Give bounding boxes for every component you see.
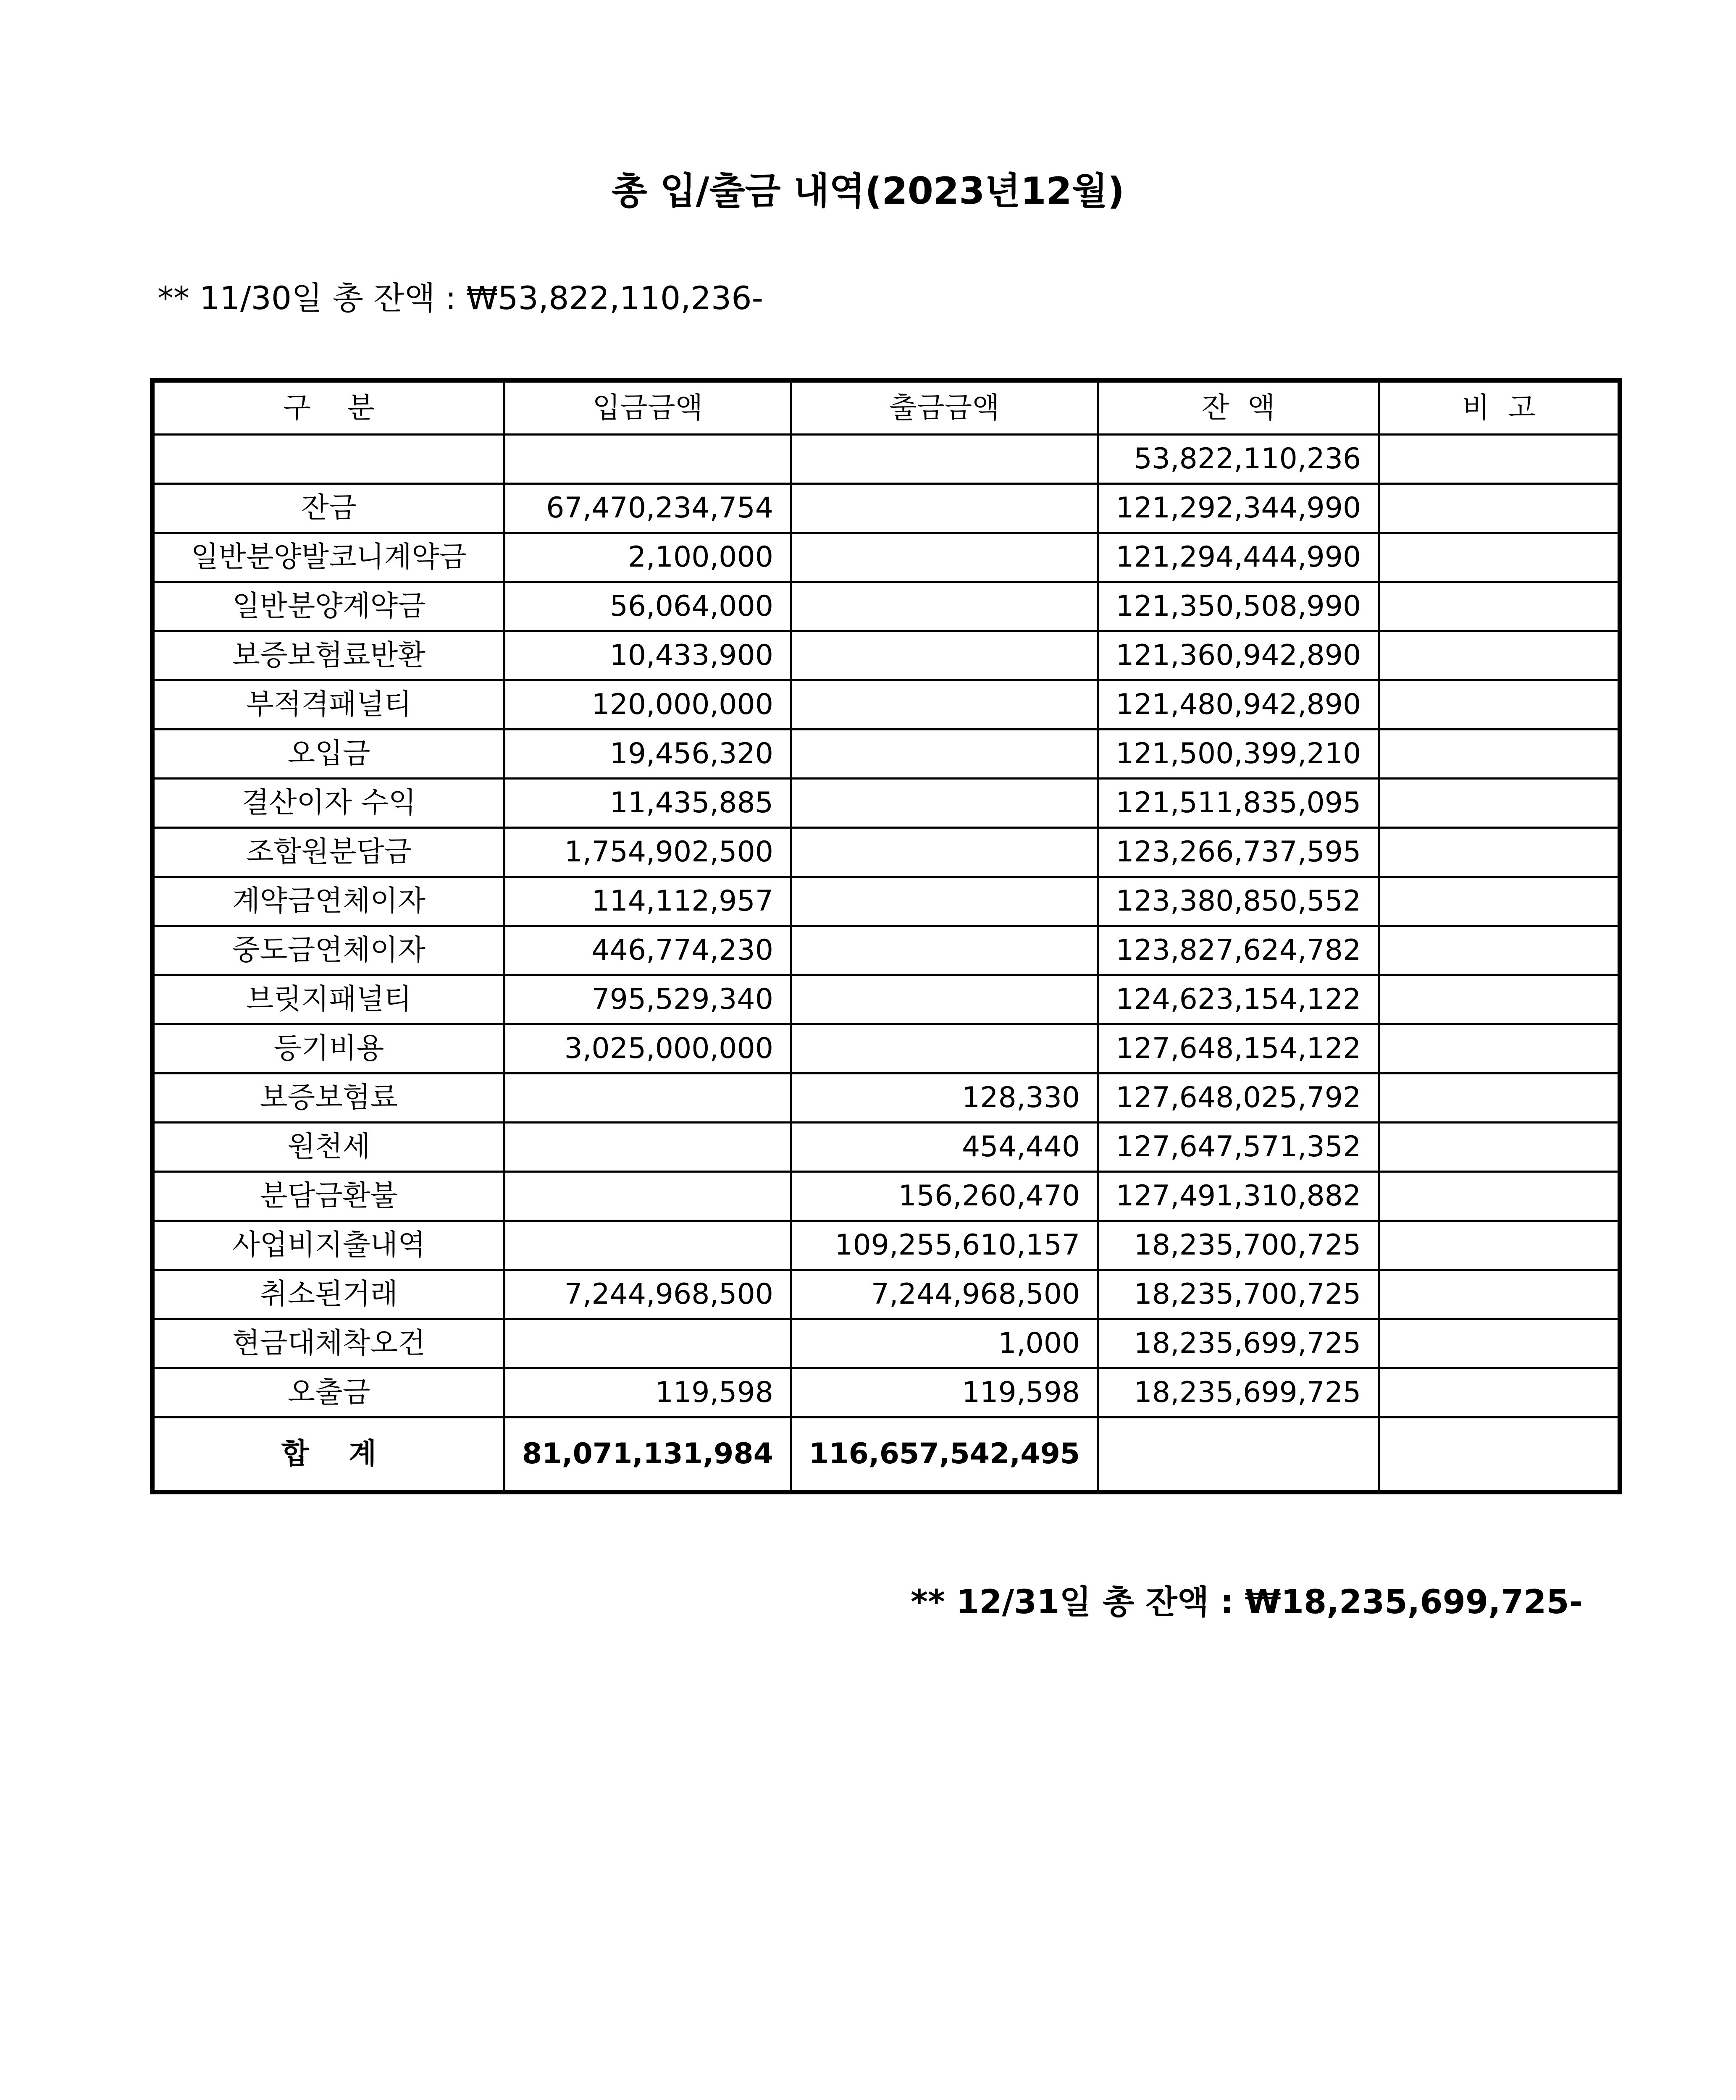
cell-note <box>1379 975 1620 1024</box>
table-row <box>152 680 1620 730</box>
cell-note <box>1379 828 1620 877</box>
cell-balance: 121,360,942,890 <box>1098 631 1379 680</box>
cell-category: 계약금연체이자 <box>152 877 504 926</box>
cell-category: 사업비지출내역 <box>152 1221 504 1270</box>
cell-category: 오출금 <box>152 1368 504 1418</box>
cell-withdrawal <box>791 877 1098 926</box>
table-row <box>152 1074 1620 1123</box>
cell-balance: 121,294,444,990 <box>1098 533 1379 582</box>
cell-note <box>1379 779 1620 828</box>
cell-balance: 18,235,699,725 <box>1098 1368 1379 1418</box>
cell-withdrawal <box>791 435 1098 484</box>
cell-category: 중도금연체이자 <box>152 926 504 975</box>
header-category: 구 분 <box>152 381 504 435</box>
ledger-table <box>150 378 1622 1494</box>
cell-balance: 121,480,942,890 <box>1098 680 1379 730</box>
cell-deposit <box>504 1319 791 1368</box>
cell-category: 일반분양발코니계약금 <box>152 533 504 582</box>
cell-deposit <box>504 1172 791 1221</box>
opening-balance: ** 11/30일 총 잔액 : ₩53,822,110,236- <box>158 279 764 317</box>
table-row <box>152 926 1620 975</box>
table-row <box>152 484 1620 533</box>
cell-withdrawal: 119,598 <box>791 1368 1098 1418</box>
table-row <box>152 631 1620 680</box>
total-cell-balance <box>1098 1418 1379 1492</box>
table-row <box>152 1270 1620 1319</box>
cell-category: 등기비용 <box>152 1024 504 1074</box>
cell-deposit: 446,774,230 <box>504 926 791 975</box>
cell-deposit <box>504 1074 791 1123</box>
table-row <box>152 435 1620 484</box>
cell-withdrawal <box>791 533 1098 582</box>
page-title: 총 입/출금 내역(2023년12월) <box>611 169 1125 213</box>
cell-balance: 121,350,508,990 <box>1098 582 1379 631</box>
cell-note <box>1379 1270 1620 1319</box>
cell-withdrawal <box>791 582 1098 631</box>
cell-withdrawal <box>791 730 1098 779</box>
header-deposit: 입금금액 <box>504 381 791 435</box>
cell-deposit <box>504 1123 791 1172</box>
cell-deposit: 19,456,320 <box>504 730 791 779</box>
header-withdrawal: 출금금액 <box>791 381 1098 435</box>
cell-balance: 121,500,399,210 <box>1098 730 1379 779</box>
ledger-body <box>152 435 1620 1492</box>
cell-deposit: 2,100,000 <box>504 533 791 582</box>
cell-deposit <box>504 435 791 484</box>
table-row <box>152 1123 1620 1172</box>
cell-deposit: 1,754,902,500 <box>504 828 791 877</box>
table-row <box>152 1319 1620 1368</box>
header-balance: 잔 액 <box>1098 381 1379 435</box>
table-row <box>152 975 1620 1024</box>
cell-balance: 18,235,699,725 <box>1098 1319 1379 1368</box>
cell-balance: 18,235,700,725 <box>1098 1270 1379 1319</box>
cell-deposit: 7,244,968,500 <box>504 1270 791 1319</box>
cell-balance: 121,511,835,095 <box>1098 779 1379 828</box>
table-row <box>152 877 1620 926</box>
cell-balance: 123,827,624,782 <box>1098 926 1379 975</box>
cell-note <box>1379 631 1620 680</box>
cell-category: 오입금 <box>152 730 504 779</box>
cell-note <box>1379 1221 1620 1270</box>
cell-deposit: 119,598 <box>504 1368 791 1418</box>
cell-category: 분담금환불 <box>152 1172 504 1221</box>
cell-note <box>1379 1123 1620 1172</box>
cell-note <box>1379 1368 1620 1418</box>
table-row <box>152 1368 1620 1418</box>
cell-category: 조합원분담금 <box>152 828 504 877</box>
table-row <box>152 1024 1620 1074</box>
cell-balance: 121,292,344,990 <box>1098 484 1379 533</box>
cell-withdrawal: 454,440 <box>791 1123 1098 1172</box>
cell-balance: 127,491,310,882 <box>1098 1172 1379 1221</box>
cell-balance: 127,648,025,792 <box>1098 1074 1379 1123</box>
cell-withdrawal <box>791 484 1098 533</box>
total-cell-withdrawal: 116,657,542,495 <box>791 1418 1098 1492</box>
cell-deposit: 56,064,000 <box>504 582 791 631</box>
total-row <box>152 1418 1620 1492</box>
table-row <box>152 533 1620 582</box>
cell-note <box>1379 926 1620 975</box>
cell-balance: 123,380,850,552 <box>1098 877 1379 926</box>
cell-note <box>1379 1024 1620 1074</box>
closing-balance: ** 12/31일 총 잔액 : ₩18,235,699,725- <box>911 1583 1583 1621</box>
cell-deposit: 11,435,885 <box>504 779 791 828</box>
cell-category: 현금대체착오건 <box>152 1319 504 1368</box>
table-row <box>152 582 1620 631</box>
cell-deposit: 114,112,957 <box>504 877 791 926</box>
cell-category: 부적격패널티 <box>152 680 504 730</box>
cell-balance: 53,822,110,236 <box>1098 435 1379 484</box>
cell-deposit: 120,000,000 <box>504 680 791 730</box>
cell-note <box>1379 435 1620 484</box>
cell-note <box>1379 484 1620 533</box>
table-row <box>152 779 1620 828</box>
cell-category: 브릿지패널티 <box>152 975 504 1024</box>
cell-deposit: 67,470,234,754 <box>504 484 791 533</box>
cell-deposit: 10,433,900 <box>504 631 791 680</box>
total-cell-note <box>1379 1418 1620 1492</box>
cell-category: 보증보험료 <box>152 1074 504 1123</box>
cell-withdrawal <box>791 828 1098 877</box>
cell-withdrawal <box>791 926 1098 975</box>
cell-note <box>1379 1172 1620 1221</box>
cell-balance: 123,266,737,595 <box>1098 828 1379 877</box>
cell-withdrawal: 1,000 <box>791 1319 1098 1368</box>
cell-note <box>1379 582 1620 631</box>
header-note: 비 고 <box>1379 381 1620 435</box>
cell-category: 일반분양계약금 <box>152 582 504 631</box>
table-row <box>152 730 1620 779</box>
table-row <box>152 1172 1620 1221</box>
cell-category: 원천세 <box>152 1123 504 1172</box>
cell-withdrawal <box>791 975 1098 1024</box>
cell-withdrawal: 156,260,470 <box>791 1172 1098 1221</box>
cell-balance: 124,623,154,122 <box>1098 975 1379 1024</box>
cell-balance: 127,647,571,352 <box>1098 1123 1379 1172</box>
table-row <box>152 828 1620 877</box>
cell-note <box>1379 680 1620 730</box>
total-cell-category: 합 계 <box>152 1418 504 1492</box>
cell-category <box>152 435 504 484</box>
cell-balance: 18,235,700,725 <box>1098 1221 1379 1270</box>
table-header-row <box>152 381 1620 435</box>
cell-category: 결산이자 수익 <box>152 779 504 828</box>
cell-deposit: 3,025,000,000 <box>504 1024 791 1074</box>
cell-note <box>1379 1074 1620 1123</box>
cell-note <box>1379 877 1620 926</box>
cell-withdrawal <box>791 680 1098 730</box>
cell-balance: 127,648,154,122 <box>1098 1024 1379 1074</box>
cell-note <box>1379 1319 1620 1368</box>
cell-category: 취소된거래 <box>152 1270 504 1319</box>
cell-withdrawal: 7,244,968,500 <box>791 1270 1098 1319</box>
cell-withdrawal <box>791 1024 1098 1074</box>
cell-note <box>1379 730 1620 779</box>
total-cell-deposit: 81,071,131,984 <box>504 1418 791 1492</box>
cell-deposit: 795,529,340 <box>504 975 791 1024</box>
cell-note <box>1379 533 1620 582</box>
cell-deposit <box>504 1221 791 1270</box>
cell-withdrawal <box>791 779 1098 828</box>
cell-category: 잔금 <box>152 484 504 533</box>
cell-category: 보증보험료반환 <box>152 631 504 680</box>
table-row <box>152 1221 1620 1270</box>
cell-withdrawal: 128,330 <box>791 1074 1098 1123</box>
cell-withdrawal <box>791 631 1098 680</box>
cell-withdrawal: 109,255,610,157 <box>791 1221 1098 1270</box>
